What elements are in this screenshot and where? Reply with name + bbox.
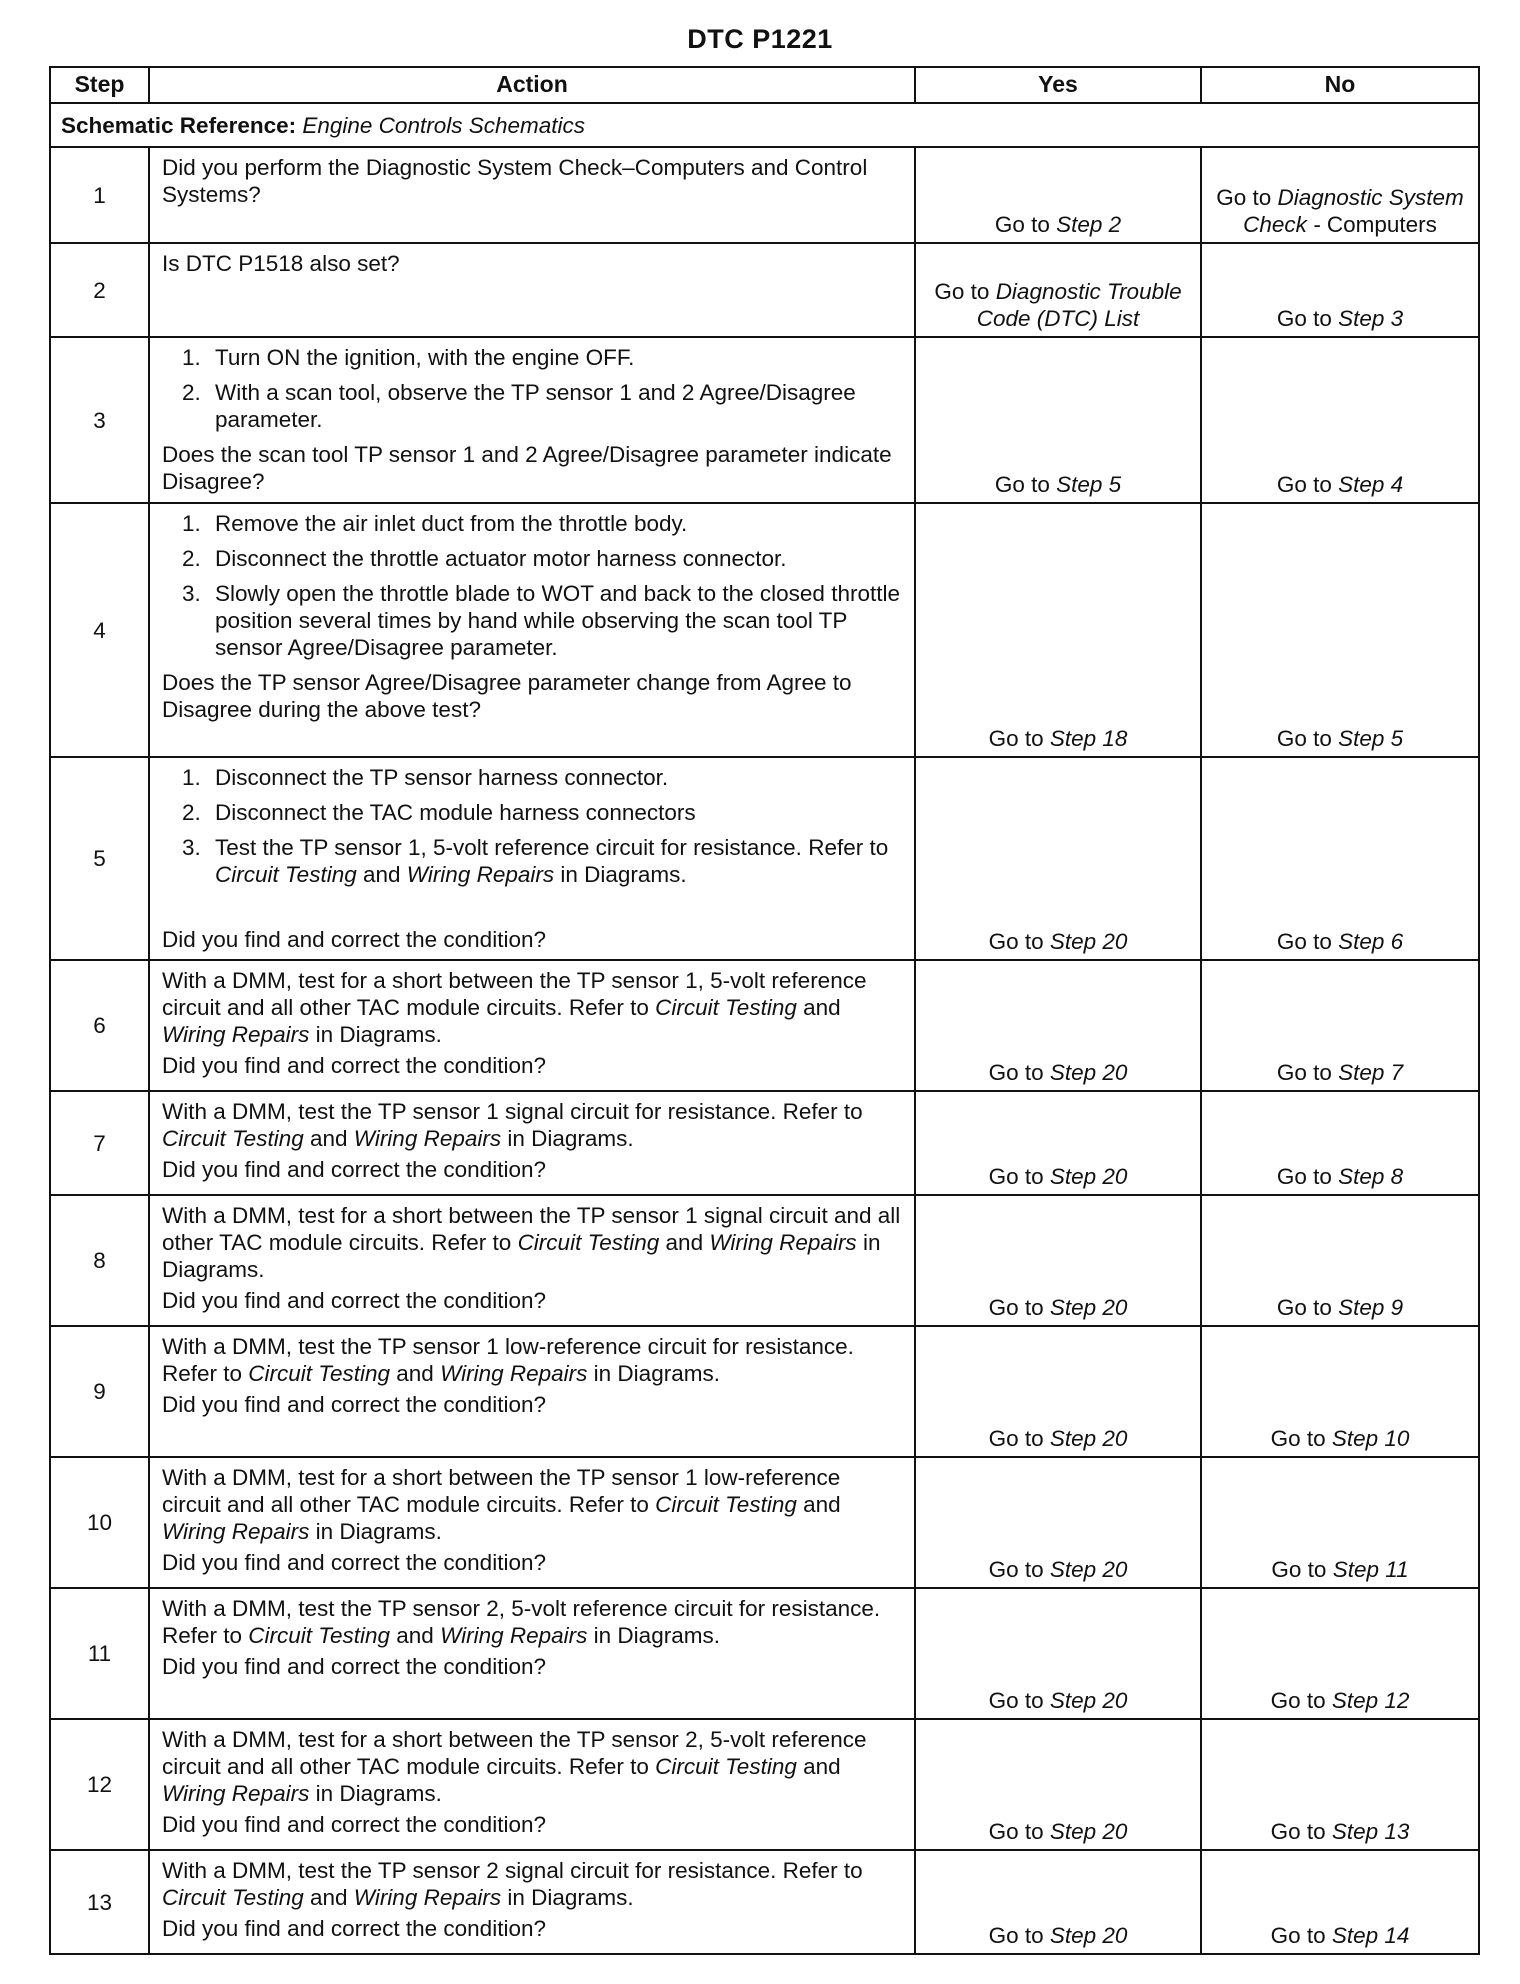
circuit-testing-ref: Circuit Testing <box>655 1492 797 1517</box>
action-text: With a DMM, test for a short between the TP sensor 1 low-reference circuit and all other TAC module circuits. Refer to Circuit Testing and Wiring Repairs in Diagrams. <box>162 1465 841 1544</box>
yes-result <box>915 960 1201 1091</box>
goto-text: Go to Step 7 <box>1276 1060 1404 1085</box>
wiring-repairs-ref: Wiring Repairs <box>440 1623 588 1648</box>
yes-result <box>915 147 1201 243</box>
action-text: With a DMM, test the TP sensor 2 signal circuit for resistance. Refer to Circuit Testing and Wiring Repairs in Diagrams. <box>162 1858 863 1910</box>
action-question: Did you find and correct the condition? <box>162 1550 546 1575</box>
action-question: Did you find and correct the condition? <box>162 1916 546 1941</box>
step-action <box>149 337 915 503</box>
yes-result <box>915 337 1201 503</box>
no-result <box>1201 243 1479 337</box>
no-result <box>1201 1091 1479 1195</box>
step-action <box>149 1588 915 1719</box>
yes-result <box>915 1091 1201 1195</box>
refer-text: Refer to Circuit Testing and Wiring Repairs in Diagrams. <box>162 995 841 1047</box>
action-step-item: 2. Disconnect the throttle actuator motor harness connector. <box>207 545 902 572</box>
goto-step-ref: Step 13 <box>1331 1819 1410 1844</box>
step-action <box>149 243 915 337</box>
action-step-item: 2. With a scan tool, observe the TP sensor 1 and 2 Agree/Disagree parameter. <box>207 379 902 433</box>
step-action <box>149 1195 915 1326</box>
wiring-repairs-ref: Wiring Repairs <box>709 1230 857 1255</box>
no-result <box>1201 1719 1479 1850</box>
step-action <box>149 1719 915 1850</box>
step-row <box>50 1195 1479 1326</box>
refer-text: Refer to Circuit Testing and Wiring Repairs in Diagrams. <box>162 1623 720 1648</box>
no-result <box>1201 1326 1479 1457</box>
circuit-testing-ref: Circuit Testing <box>248 1361 391 1386</box>
goto-step-ref: Step 6 <box>1338 929 1404 954</box>
no-result <box>1201 757 1479 960</box>
step-number: 6 <box>50 960 149 1091</box>
step-row <box>50 1091 1479 1195</box>
refer-text: Refer to Circuit Testing and Wiring Repairs in Diagrams. <box>215 835 889 887</box>
goto-text: Go to Step 13 <box>1270 1819 1410 1844</box>
page-title: DTC P1221 <box>687 24 833 54</box>
action-text: With a DMM, test for a short between the TP sensor 2, 5-volt reference circuit and all other TAC module circuits. Refer to Circuit Testing and Wiring Repairs in Diagrams. <box>162 1727 867 1806</box>
action-text: With a DMM, test the TP sensor 1 signal circuit for resistance. Refer to Circuit Testing and Wiring Repairs in Diagrams. <box>162 1099 863 1151</box>
goto-text: Go to Step 10 <box>1270 1426 1410 1451</box>
header-action: Action <box>149 67 915 103</box>
action-question: Does the scan tool TP sensor 1 and 2 Agree/Disagree parameter indicate Disagree? <box>162 442 892 494</box>
goto-step-ref: Step 9 <box>1338 1295 1404 1320</box>
refer-text: Refer to Circuit Testing and Wiring Repairs in Diagrams. <box>162 1754 841 1806</box>
refer-text: Refer to Circuit Testing and Wiring Repairs in Diagrams. <box>162 1099 863 1151</box>
step-action <box>149 503 915 757</box>
goto-text: Go to Step 4 <box>1276 472 1404 497</box>
goto-step-ref: Step 5 <box>1056 472 1122 497</box>
step-action <box>149 960 915 1091</box>
step-number: 2 <box>50 243 149 337</box>
no-result <box>1201 960 1479 1091</box>
goto-step-ref: Step 20 <box>1049 1688 1128 1713</box>
yes-result <box>915 1195 1201 1326</box>
goto-text: Go to Step 18 <box>988 726 1128 751</box>
goto-text: Go to Step 6 <box>1276 929 1404 954</box>
goto-step-ref: Step 20 <box>1049 1426 1128 1451</box>
step-action <box>149 757 915 960</box>
goto-text: Go to Step 20 <box>988 1426 1128 1451</box>
goto-step-ref: Step 7 <box>1338 1060 1404 1085</box>
action-question: Did you find and correct the condition? <box>162 927 546 952</box>
step-number: 12 <box>50 1719 149 1850</box>
goto-step-ref: Step 12 <box>1331 1688 1410 1713</box>
action-text: Did you perform the Diagnostic System Check–Computers and Control Systems? <box>162 155 868 207</box>
refer-text: Refer to Circuit Testing and Wiring Repairs in Diagrams. <box>162 1361 720 1386</box>
goto-step-ref: Step 20 <box>1049 1819 1128 1844</box>
goto-step-ref: Step 20 <box>1049 1060 1128 1085</box>
action-step-item: 1. Turn ON the ignition, with the engine OFF. <box>207 344 902 371</box>
step-number: 7 <box>50 1091 149 1195</box>
step-number: 1 <box>50 147 149 243</box>
goto-step-ref: Step 14 <box>1331 1923 1410 1948</box>
step-row <box>50 147 1479 243</box>
goto-text: Go to Step 12 <box>1270 1688 1410 1713</box>
schematic-ref: Engine Controls Schematics <box>302 112 586 138</box>
step-row <box>50 1326 1479 1457</box>
goto-text: Go to Step 20 <box>988 1923 1128 1948</box>
circuit-testing-ref: Circuit Testing <box>162 1885 304 1910</box>
step-action <box>149 1457 915 1588</box>
goto-text: Go to Step 2 <box>994 212 1122 237</box>
wiring-repairs-ref: Wiring Repairs <box>162 1781 310 1806</box>
goto-step-ref: Step 5 <box>1338 726 1404 751</box>
step-number: 3 <box>50 337 149 503</box>
no-result <box>1201 337 1479 503</box>
circuit-testing-ref: Circuit Testing <box>655 995 797 1020</box>
action-text: With a DMM, test for a short between the TP sensor 1 signal circuit and all other TAC module circuits. Refer to Circuit Testing and Wiring Repairs in Diagrams. <box>162 1203 901 1282</box>
goto-text: Go to Step 14 <box>1270 1923 1410 1948</box>
step-number: 11 <box>50 1588 149 1719</box>
action-text: With a DMM, test the TP sensor 2, 5-volt reference circuit for resistance. Refer to Circuit Testing and Wiring Repairs in Diagrams. <box>162 1596 881 1648</box>
goto-step-ref: Step 20 <box>1049 1295 1128 1320</box>
goto-text: Go to Step 3 <box>1276 306 1404 331</box>
goto-text: Go to Step 20 <box>988 1060 1128 1085</box>
goto-step-ref: Step 2 <box>1056 212 1122 237</box>
step-row <box>50 1457 1479 1588</box>
goto-step-ref: Step 20 <box>1049 1923 1128 1948</box>
goto-text: Go to Step 20 <box>988 1819 1128 1844</box>
step-action <box>149 147 915 243</box>
goto-text: Go to Step 20 <box>988 1295 1128 1320</box>
no-result <box>1201 503 1479 757</box>
step-number: 5 <box>50 757 149 960</box>
action-text: With a DMM, test the TP sensor 1 low-reference circuit for resistance. Refer to Circuit Testing and Wiring Repairs in Diagrams. <box>162 1334 854 1386</box>
action-step-item: 2. Disconnect the TAC module harness connectors <box>207 799 902 826</box>
no-result <box>1201 1588 1479 1719</box>
action-step-item: 1. Disconnect the TP sensor harness connector. <box>207 764 902 791</box>
yes-result <box>915 1850 1201 1954</box>
action-step-item: 1. Remove the air inlet duct from the throttle body. <box>207 510 902 537</box>
goto-step-ref: Step 18 <box>1049 726 1128 751</box>
header-yes: Yes <box>915 67 1201 103</box>
no-result <box>1201 147 1479 243</box>
yes-result <box>915 1588 1201 1719</box>
goto-text: Go to Step 11 <box>1271 1557 1409 1582</box>
step-number: 9 <box>50 1326 149 1457</box>
action-text: With a DMM, test for a short between the TP sensor 1, 5-volt reference circuit and all other TAC module circuits. Refer to Circuit Testing and Wiring Repairs in Diagrams. <box>162 968 867 1047</box>
goto-text: Go to Step 9 <box>1276 1295 1404 1320</box>
yes-result <box>915 1326 1201 1457</box>
dtc-list-ref: Diagnostic Trouble Code (DTC) List <box>976 279 1182 331</box>
step-row <box>50 337 1479 503</box>
yes-result <box>915 1457 1201 1588</box>
no-result <box>1201 1195 1479 1326</box>
wiring-repairs-ref: Wiring Repairs <box>440 1361 588 1386</box>
step-number: 4 <box>50 503 149 757</box>
action-question: Did you find and correct the condition? <box>162 1654 546 1679</box>
action-steps-list <box>162 510 902 661</box>
schematic-row <box>50 103 1479 147</box>
refer-text: Refer to Circuit Testing and Wiring Repairs in Diagrams. <box>162 1230 881 1282</box>
refer-text: Refer to Circuit Testing and Wiring Repairs in Diagrams. <box>162 1858 863 1910</box>
circuit-testing-ref: Circuit Testing <box>655 1754 797 1779</box>
step-row <box>50 1850 1479 1954</box>
action-steps-list <box>162 344 902 433</box>
wiring-repairs-ref: Wiring Repairs <box>353 1126 502 1151</box>
refer-text: Refer to Circuit Testing and Wiring Repairs in Diagrams. <box>162 1492 841 1544</box>
step-action <box>149 1850 915 1954</box>
schematic-label: Schematic Reference: <box>61 112 297 138</box>
goto-step-ref: Step 20 <box>1049 1164 1128 1189</box>
goto-text: Go to Step 20 <box>988 1688 1128 1713</box>
yes-result <box>915 757 1201 960</box>
schematic-reference <box>50 103 1479 147</box>
goto-step-ref: Step 4 <box>1338 472 1404 497</box>
action-steps-list <box>162 764 902 888</box>
circuit-testing-ref: Circuit Testing <box>248 1623 391 1648</box>
action-question: Did you find and correct the condition? <box>162 1053 546 1078</box>
step-row <box>50 1588 1479 1719</box>
dtc-table <box>49 66 1480 1955</box>
wiring-repairs-ref: Wiring Repairs <box>406 862 555 887</box>
no-result <box>1201 1457 1479 1588</box>
action-step-item: 3. Slowly open the throttle blade to WOT and back to the closed throttle position several times by hand while observing the scan tool TP sensor Agree/Disagree parameter. <box>207 580 902 661</box>
action-step-item: 3. Test the TP sensor 1, 5-volt reference circuit for resistance. Refer to Circuit Testing and Wiring Repairs in Diagrams. <box>207 834 902 888</box>
action-question: Did you find and correct the condition? <box>162 1157 546 1182</box>
step-action <box>149 1091 915 1195</box>
step-row <box>50 1719 1479 1850</box>
step-number: 13 <box>50 1850 149 1954</box>
circuit-testing-ref: Circuit Testing <box>215 862 357 887</box>
action-question: Did you find and correct the condition? <box>162 1392 546 1417</box>
action-question: Does the TP sensor Agree/Disagree parameter change from Agree to Disagree during the above test? <box>162 670 852 722</box>
goto-step-ref: Step 11 <box>1332 1557 1409 1582</box>
header-row <box>50 67 1479 103</box>
step-row <box>50 243 1479 337</box>
goto-text: Go to Step 5 <box>1276 726 1404 751</box>
yes-result <box>915 503 1201 757</box>
step-action <box>149 1326 915 1457</box>
step-row <box>50 960 1479 1091</box>
goto-text: Go to Step 8 <box>1276 1164 1404 1189</box>
step-row <box>50 503 1479 757</box>
step-number: 8 <box>50 1195 149 1326</box>
goto-text: Go to Step 5 <box>994 472 1122 497</box>
goto-text: Go to Step 20 <box>988 929 1128 954</box>
circuit-testing-ref: Circuit Testing <box>162 1126 304 1151</box>
wiring-repairs-ref: Wiring Repairs <box>162 1022 310 1047</box>
system-check-ref: Diagnostic System Check - <box>1243 185 1464 237</box>
circuit-testing-ref: Circuit Testing <box>517 1230 660 1255</box>
action-text: Is DTC P1518 also set? <box>162 251 400 276</box>
yes-result <box>915 1719 1201 1850</box>
header-no: No <box>1201 67 1479 103</box>
step-row <box>50 757 1479 960</box>
goto-text: Go to Step 20 <box>988 1557 1128 1582</box>
wiring-repairs-ref: Wiring Repairs <box>162 1519 310 1544</box>
step-number: 10 <box>50 1457 149 1588</box>
no-result <box>1201 1850 1479 1954</box>
goto-step-ref: Step 20 <box>1049 1557 1128 1582</box>
goto-step-ref: Step 10 <box>1331 1426 1410 1451</box>
yes-goto: Go to Diagnostic Trouble Code (DTC) List <box>934 279 1182 331</box>
goto-step-ref: Step 8 <box>1338 1164 1404 1189</box>
goto-step-ref: Step 3 <box>1338 306 1404 331</box>
no-goto: Go to Diagnostic System Check - Computers <box>1216 185 1464 237</box>
goto-step-ref: Step 20 <box>1049 929 1128 954</box>
goto-text: Go to Step 20 <box>988 1164 1128 1189</box>
wiring-repairs-ref: Wiring Repairs <box>353 1885 502 1910</box>
yes-result <box>915 243 1201 337</box>
header-step: Step <box>50 67 149 103</box>
action-question: Did you find and correct the condition? <box>162 1288 546 1313</box>
action-question: Did you find and correct the condition? <box>162 1812 546 1837</box>
